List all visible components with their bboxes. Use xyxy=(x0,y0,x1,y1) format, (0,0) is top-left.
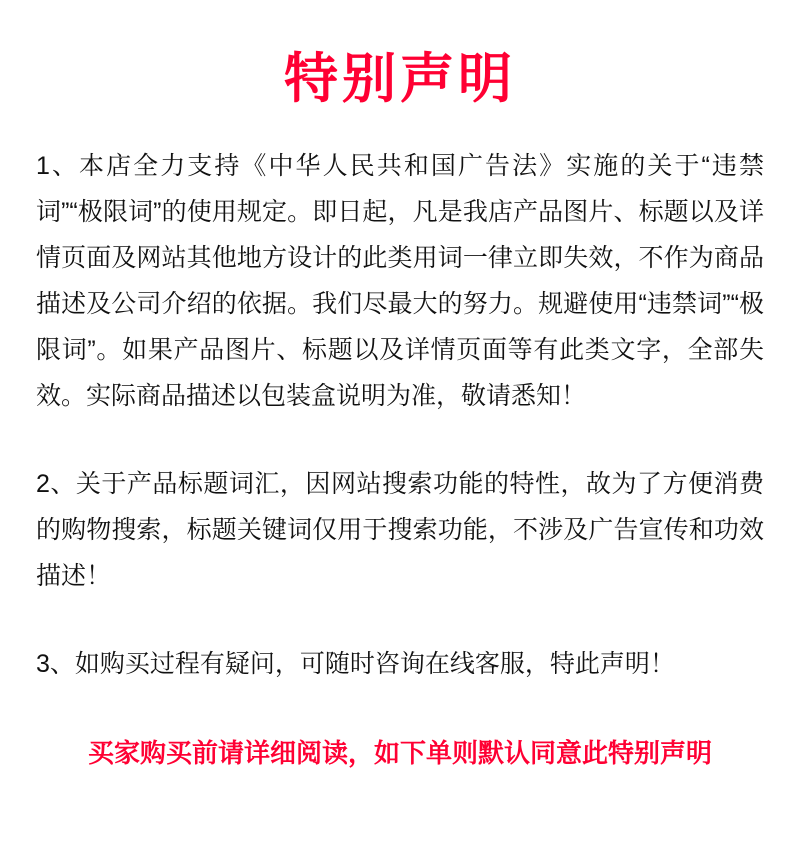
declaration-paragraph-2: 2、关于产品标题词汇，因网站搜索功能的特性，故为了方便消费的购物搜索，标题关键词仅用于搜索功能，不涉及广告宣传和功效描述！ xyxy=(36,470,764,591)
page-title: 特别声明 xyxy=(284,49,516,109)
declaration-paragraph-3: 3、如购买过程有疑问，可随时咨询在线客服，特此声明！ xyxy=(36,650,675,679)
footer-notice: 买家购买前请详细阅读，如下单则默认同意此特别声明 xyxy=(87,738,712,769)
declaration-page xyxy=(0,50,800,856)
declaration-paragraph-1: 1、本店全力支持《中华人民共和国广告法》实施的关于“违禁词”“极限词”的使用规定。即日起，凡是我店产品图片、标题以及详情页面及网站其他地方设计的此类用词一律立即失效，不作为商品描述及公司介绍的依据。我们尽最大的努力。规避使用“违禁词”“极限词”。如果产品图片、标题以及详情页面等有此类文字，全部失效。实际商品描述以包装盒说明为准，敬请悉知！ xyxy=(36,152,764,411)
